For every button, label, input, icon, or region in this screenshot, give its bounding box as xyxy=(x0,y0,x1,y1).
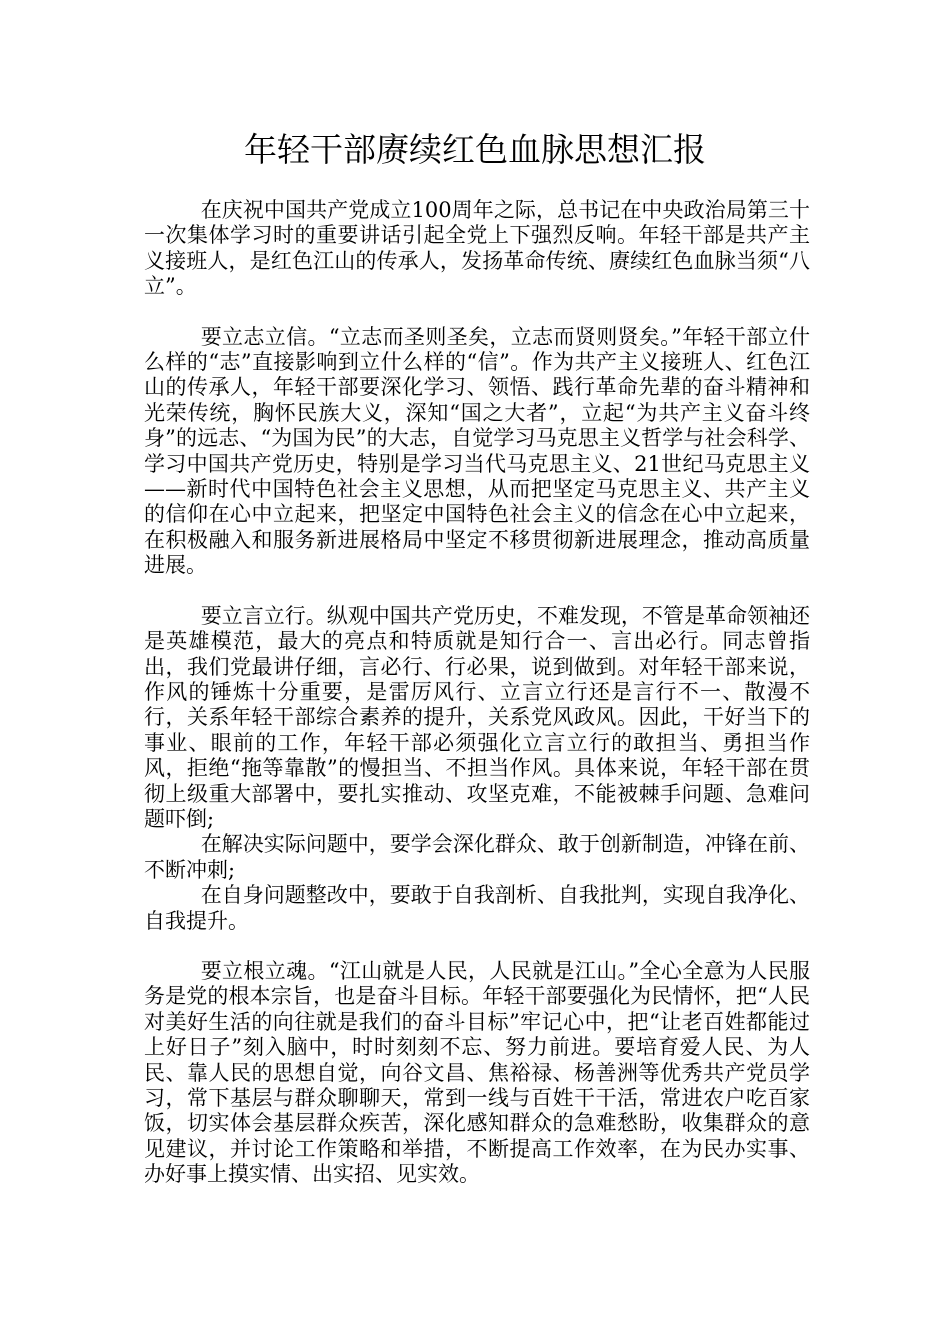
document-body xyxy=(144,198,810,1188)
paragraph-intro: 在庆祝中国共产党成立100周年之际，总书记在中央政治局第三十一次集体学习时的重要讲话引起全党上下强烈反响。年轻干部是共产主义接班人，是红色江山的传承人，发扬革命传统、赓续红色血脉当须“八立”。 xyxy=(144,198,810,299)
paragraph-self-rectification: 在自身问题整改中，要敢于自我剖析、自我批判，实现自我净化、自我提升。 xyxy=(144,883,810,933)
paragraph-lizhi-lixin: 要立志立信。“立志而圣则圣矣，立志而贤则贤矣。”年轻干部立什么样的“志”直接影响到立什么样的“信”。作为共产主义接班人、红色江山的传承人，年轻干部要深化学习、领悟、践行革命先辈的奋斗精神和光荣传统，胸怀民族大义，深知“国之大者”，立起“为共产主义奋斗终身”的远志、“为国为民”的大志，自觉学习马克思主义哲学与社会科学、学习中国共产党历史，特别是学习当代马克思主义、21世纪马克思主义——新时代中国特色社会主义思想，从而把坚定马克思主义、共产主义的信仰在心中立起来，把坚定中国特色社会主义的信念在心中立起来，在积极融入和服务新进展格局中坚定不移贯彻新进展理念，推动高质量进展。 xyxy=(144,324,810,578)
paragraph-solve-problems: 在解决实际问题中，要学会深化群众、敢于创新制造，冲锋在前、不断冲刺; xyxy=(144,832,810,882)
paragraph-ligen-lihun: 要立根立魂。“江山就是人民，人民就是江山。”全心全意为人民服务是党的根本宗旨，也是奋斗目标。年轻干部要强化为民情怀，把“人民对美好生活的向往就是我们的奋斗目标”牢记心中，把“让老百姓都能过上好日子”刻入脑中，时时刻刻不忘、努力前进。要培育爱人民、为人民、靠人民的思想自觉，向谷文昌、焦裕禄、杨善洲等优秀共产党员学习，常下基层与群众聊聊天，常到一线与百姓干干活，常进农户吃百家饭，切实体会基层群众疾苦，深化感知群众的急难愁盼，收集群众的意见建议，并讨论工作策略和举措，不断提高工作效率，在为民办实事、办好事上摸实情、出实招、见实效。 xyxy=(144,958,810,1187)
paragraph-liyan-lixing: 要立言立行。纵观中国共产党历史，不难发现，不管是革命领袖还是英雄模范，最大的亮点和特质就是知行合一、言出必行。同志曾指出，我们党最讲仔细，言必行、行必果，说到做到。对年轻干部来说，作风的锤炼十分重要，是雷厉风行、立言立行还是言行不一、散漫不行，关系年轻干部综合素养的提升，关系党风政风。因此，干好当下的事业、眼前的工作，年轻干部必须强化立言立行的敢担当、勇担当作风，拒绝“拖等靠散”的慢担当、不担当作风。具体来说，年轻干部在贯彻上级重大部署中，要扎实推动、攻坚克难，不能被棘手问题、急难问题吓倒; xyxy=(144,603,810,831)
document-title: 年轻干部赓续红色血脉思想汇报 xyxy=(244,130,706,169)
